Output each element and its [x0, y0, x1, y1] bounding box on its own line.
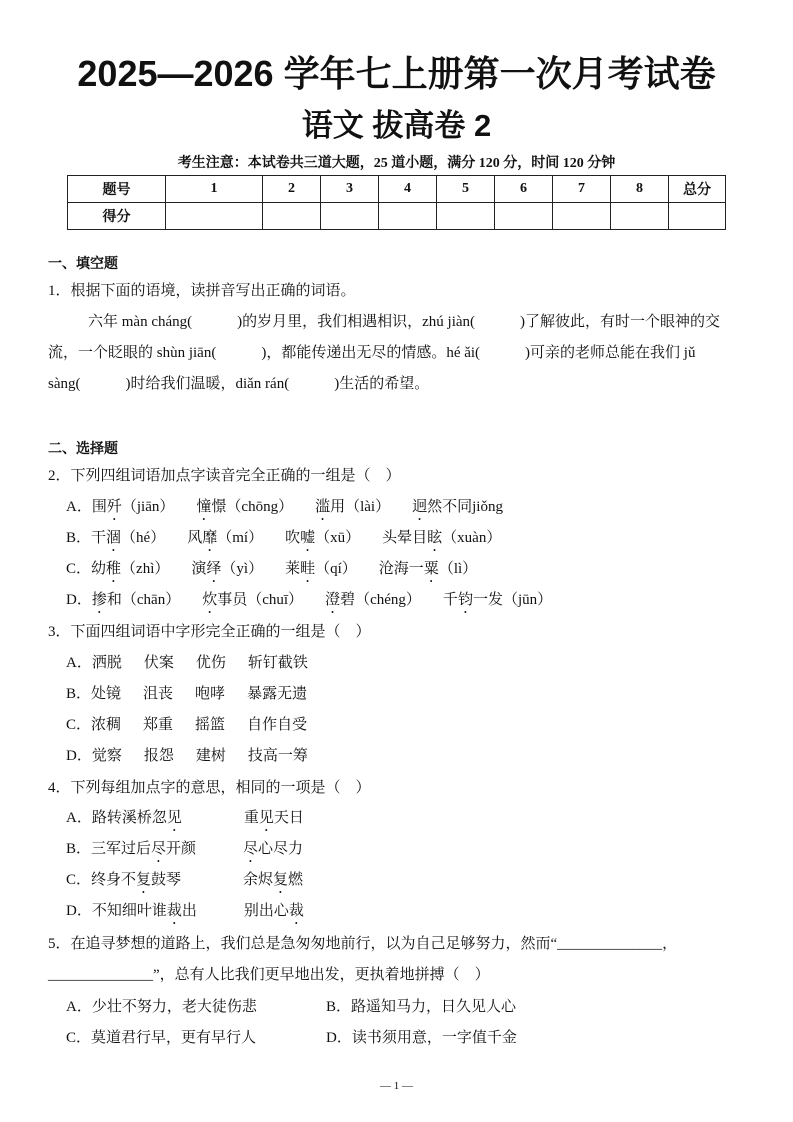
option-word: 掺和（chān）: [91, 592, 181, 608]
dotted-char: 掺: [91, 592, 107, 608]
option-label: A．: [66, 810, 92, 826]
option-word: 余烬复燃: [243, 872, 304, 888]
option-word: 洒脱: [91, 655, 122, 671]
option-word: 滥用（lài）: [315, 499, 391, 515]
score-cell: [263, 203, 321, 230]
option-word: 伏案: [143, 655, 174, 671]
score-cell: [166, 203, 263, 230]
option-b: [66, 528, 501, 555]
dotted-char: 畦: [300, 561, 316, 577]
dotted-char: 钧: [457, 592, 473, 608]
score-cell: [437, 203, 495, 230]
option-c: [66, 870, 303, 897]
option-label: B．: [66, 686, 92, 702]
option-label: C．: [66, 717, 92, 733]
option-word: 不知细叶谁裁出: [91, 903, 197, 919]
option-word: 沮丧: [143, 686, 174, 702]
score-cell: [495, 203, 553, 230]
column-header: 2: [263, 176, 321, 203]
paragraph-line: 六年 màn cháng( )的岁月里，我们相遇相识，zhú jiàn( )了解彼此，有时一个眼神的交: [88, 314, 721, 330]
paragraph-line: sàng( )时给我们温暖，diǎn rán( )生活的希望。: [48, 376, 430, 392]
score-cell: [553, 203, 611, 230]
section-heading: 一、填空题: [48, 257, 118, 272]
option-word: 憧憬（chōng）: [196, 499, 294, 515]
option-word: 尽心尽力: [243, 841, 304, 857]
question-stem: ______________”，总有人比我们更早地出发，更执着地拼搏（ ）: [48, 967, 490, 983]
option-word: 建树: [195, 748, 226, 764]
option-c: [66, 559, 477, 586]
dotted-char: 裁: [166, 903, 182, 919]
dotted-char: 复: [273, 872, 289, 888]
column-header: 1: [166, 176, 263, 203]
option-label: D．: [66, 592, 92, 608]
question-stem: 2．下列四组词语加点字读音完全正确的一组是（ ）: [48, 468, 401, 484]
exam-notice: 考生注意：本试卷共三道大题，25 道小题，满分 120 分，时间 120 分钟: [177, 156, 616, 171]
dotted-char: 粟: [423, 561, 439, 577]
page-subtitle: 语文 拔高卷 2: [301, 108, 492, 143]
option-word: 摇篮: [195, 717, 226, 733]
score-cell: [669, 203, 726, 230]
option-word: 觉察: [91, 748, 122, 764]
option-label: C．: [66, 872, 92, 888]
option-word: 重见天日: [243, 810, 304, 826]
table-row-question-numbers: [68, 176, 726, 203]
dotted-char: 尽: [243, 841, 259, 857]
dotted-char: 憧: [196, 499, 212, 515]
row-header: 题号: [68, 176, 166, 203]
column-header: 3: [321, 176, 379, 203]
option-word: 风靡（mí）: [187, 530, 264, 546]
dotted-char: 尽: [151, 841, 167, 857]
option-word: 千钧一发（jūn）: [442, 592, 553, 608]
paragraph-line: 流，一个眨眼的 shùn jiān( )，都能传递出无尽的情感。hé ǎi( )可亲的老师总能在我们 jǔ: [48, 345, 696, 361]
option-word: 路转溪桥忽见: [91, 810, 182, 826]
column-header: 总分: [669, 176, 726, 203]
option-word: 演绎（yì）: [191, 561, 264, 577]
dotted-char: 眩: [427, 530, 443, 546]
dotted-char: 涸: [106, 530, 122, 546]
row-header: 得分: [68, 203, 166, 230]
option-word: 干涸（hé）: [91, 530, 166, 546]
option-b: B．路遥知马力，日久见人心: [326, 999, 517, 1015]
score-cell: [321, 203, 379, 230]
dotted-char: 嘘: [300, 530, 316, 546]
column-header: 6: [495, 176, 553, 203]
option-a: A．少壮不努力，老大徒伤悲: [66, 999, 257, 1015]
option-word: 沧海一粟（lì）: [378, 561, 478, 577]
option-word: 终身不复鼓琴: [91, 872, 182, 888]
option-word: 别出心裁: [243, 903, 304, 919]
option-word: 斩钉截铁: [247, 655, 308, 671]
dotted-char: 迥: [412, 499, 428, 515]
option-label: A．: [66, 499, 92, 515]
column-header: 8: [611, 176, 669, 203]
option-a: [66, 653, 308, 673]
question-stem: 4．下列每组加点字的意思，相同的一项是（ ）: [48, 780, 371, 796]
option-c: C．莫道君行早，更有早行人: [66, 1030, 257, 1046]
section-heading: 二、选择题: [48, 442, 118, 457]
option-c: [66, 715, 307, 735]
option-label: B．: [66, 841, 92, 857]
option-label: D．: [66, 748, 92, 764]
dotted-char: 靡: [202, 530, 218, 546]
option-label: B．: [66, 530, 92, 546]
dotted-char: 炊: [202, 592, 218, 608]
table-row-scores: [68, 203, 726, 230]
option-label: D．: [66, 903, 92, 919]
option-word: 澄碧（chéng）: [325, 592, 421, 608]
option-label: C．: [66, 561, 92, 577]
option-word: 优伤: [195, 655, 226, 671]
question-stem: 5．在追寻梦想的道路上，我们总是急匆匆地前行，以为自己足够努力，然而“______________，: [48, 936, 678, 952]
column-header: 7: [553, 176, 611, 203]
option-word: 浓稠: [91, 717, 122, 733]
option-word: 炊事员（chuī）: [202, 592, 304, 608]
dotted-char: 裁: [288, 903, 304, 919]
option-word: 报怨: [143, 748, 174, 764]
option-word: 处镜: [91, 686, 122, 702]
dotted-char: 见: [258, 810, 274, 826]
dotted-char: 稚: [106, 561, 122, 577]
question-stem: 3．下面四组词语中字形完全正确的一组是（ ）: [48, 624, 371, 640]
column-header: 5: [437, 176, 495, 203]
option-word: 头晕目眩（xuàn）: [382, 530, 502, 546]
option-b: [66, 684, 307, 704]
option-d: [66, 746, 308, 766]
score-cell: [379, 203, 437, 230]
column-header: 4: [379, 176, 437, 203]
option-word: 自作自受: [247, 717, 308, 733]
option-d: D．读书须用意，一字值千金: [326, 1030, 517, 1046]
page-title: 2025—2026 学年七上册第一次月考试卷: [77, 53, 716, 94]
dotted-char: 绎: [206, 561, 222, 577]
question-stem: 1．根据下面的语境，读拼音写出正确的词语。: [48, 283, 356, 299]
option-word: 莱畦（qí）: [285, 561, 357, 577]
option-label: A．: [66, 655, 92, 671]
option-b: [66, 839, 303, 866]
option-word: 技高一筹: [247, 748, 308, 764]
dotted-char: 见: [166, 810, 182, 826]
option-word: 三军过后尽开颜: [91, 841, 197, 857]
score-cell: [611, 203, 669, 230]
dotted-char: 歼: [106, 499, 122, 515]
option-d: [66, 901, 304, 928]
option-word: 围歼（jiān）: [91, 499, 175, 515]
dotted-char: 澄: [325, 592, 341, 608]
dotted-char: 复: [136, 872, 152, 888]
option-word: 吹嘘（xū）: [285, 530, 361, 546]
option-word: 暴露无遗: [247, 686, 308, 702]
option-word: 咆哮: [195, 686, 226, 702]
option-a: [66, 808, 304, 835]
score-table: [67, 175, 726, 230]
dotted-char: 滥: [315, 499, 331, 515]
option-d: [66, 590, 552, 617]
option-word: 迥然不同jiǒng: [412, 499, 503, 515]
option-a: [66, 497, 503, 524]
option-word: 幼稚（zhì）: [91, 561, 170, 577]
option-word: 郑重: [143, 717, 174, 733]
page-number: — 1 —: [380, 1080, 413, 1092]
